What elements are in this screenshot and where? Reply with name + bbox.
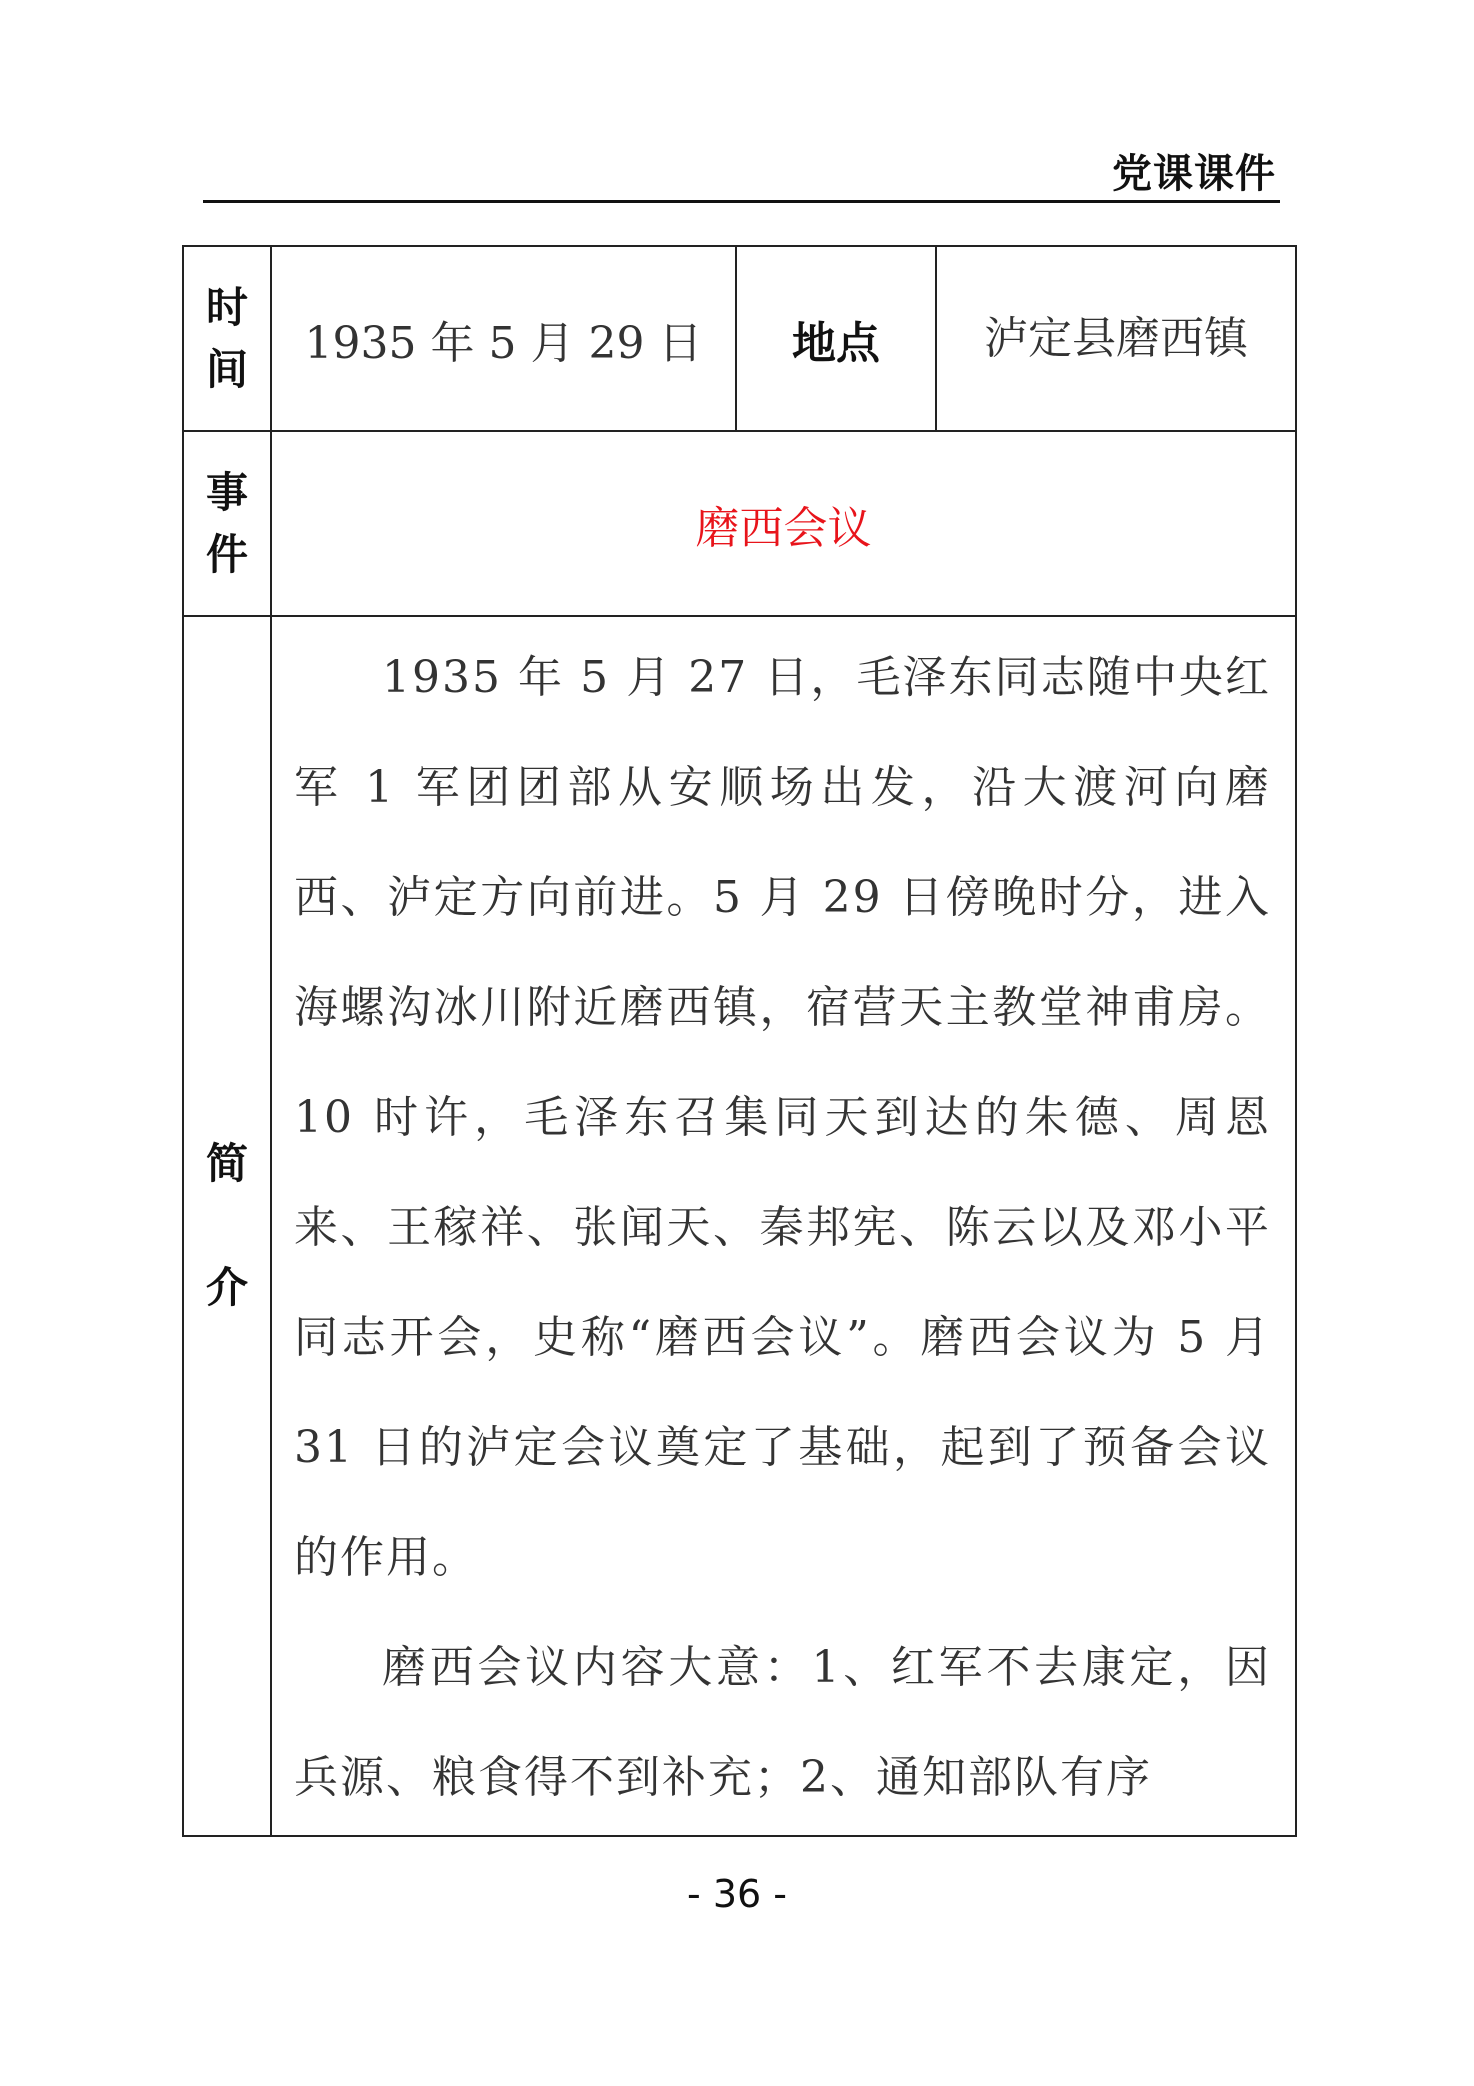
intro-paragraph: 1935 年 5 月 27 日，毛泽东同志随中央红军 1 军团团部从安顺场出发，沿大渡河向磨西、泸定方向前进。5 月 29 日傍晚时分，进入海螺沟冰川附近磨西镇，宿营天主教堂神甫房。10 时许，毛泽东召集同天到达的朱德、周恩来、王稼祥、张闻天、秦邦宪、陈云以及邓小平同志开会，史称“磨西会议”。磨西会议为 5 月 31 日的泸定会议奠定了基础，起到了预备会议的作用。 [294,652,1271,1583]
intro-label: 简 介 [183,616,271,1836]
document-header-title: 党课课件 [1112,151,1276,197]
page-number: - 36 - [687,1872,787,1916]
place-label: 地点 [736,246,936,431]
place-value: 泸定县磨西镇 [936,246,1296,431]
time-label: 时 间 [183,246,271,431]
event-info-table [182,245,1297,1837]
event-row [183,431,1296,616]
event-label: 事 件 [183,431,271,616]
intro-paragraph: 磨西会议内容大意：1、红军不去康定，因兵源、粮食得不到补充；2、通知部队有序 [294,1642,1271,1803]
time-value: 1935 年 5 月 29 日 [271,246,736,431]
intro-row [183,616,1296,1836]
time-place-row [183,246,1296,431]
header-divider [203,200,1280,203]
intro-content [271,616,1296,1836]
event-title: 磨西会议 [271,431,1296,616]
